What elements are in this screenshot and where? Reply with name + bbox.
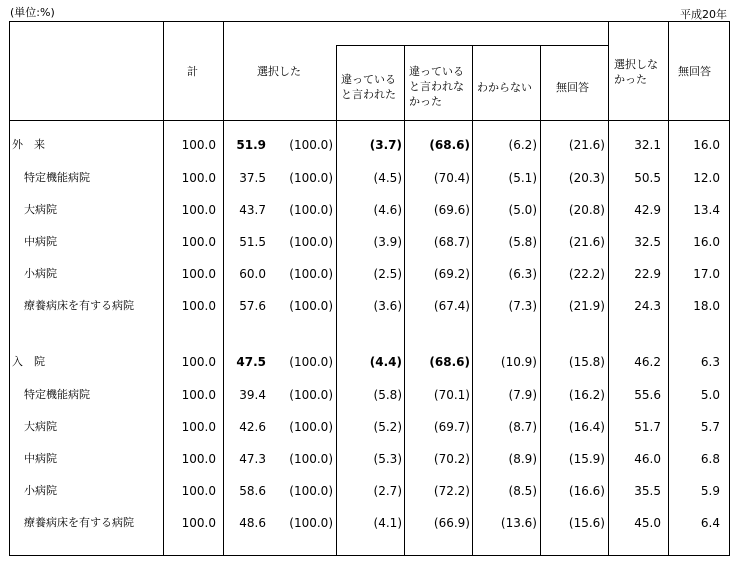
cell-dont-know: (5.0): [508, 203, 537, 217]
cell-not-selected: 51.7: [634, 420, 661, 434]
cell-told-different: (4.6): [373, 203, 402, 217]
header-dont-know: わからない: [477, 81, 532, 94]
cell-selected: 51.9: [236, 138, 266, 152]
row-label: 入 院: [12, 355, 45, 368]
row-label: 小病院: [24, 484, 57, 497]
cell-selected-base: (100.0): [289, 171, 333, 185]
header-line: 違っている: [341, 73, 396, 86]
row-label: 療養病床を有する病院: [24, 299, 134, 312]
cell-no-answer: 16.0: [693, 138, 720, 152]
cell-dont-know: (6.3): [508, 267, 537, 281]
cell-not-told: (69.6): [433, 203, 470, 217]
year-label: 平成20年: [680, 8, 727, 21]
row-label: 療養病床を有する病院: [24, 516, 134, 529]
cell-total: 100.0: [181, 171, 216, 185]
cell-not-told: (72.2): [433, 484, 470, 498]
cell-told-different: (5.8): [373, 388, 402, 402]
cell-no-answer: 16.0: [693, 235, 720, 249]
cell-total: 100.0: [181, 516, 216, 530]
header-line: と言われな: [409, 80, 464, 93]
cell-not-selected: 45.0: [634, 516, 661, 530]
header-not-selected: [614, 57, 658, 87]
cell-not-selected: 50.5: [634, 171, 661, 185]
cell-no-answer-sub: (21.9): [568, 299, 605, 313]
cell-dont-know: (5.1): [508, 171, 537, 185]
cell-dont-know: (8.5): [508, 484, 537, 498]
cell-not-selected: 42.9: [634, 203, 661, 217]
header-line: かった: [409, 95, 442, 108]
cell-no-answer-sub: (15.6): [568, 516, 605, 530]
cell-selected: 43.7: [239, 203, 266, 217]
cell-selected-base: (100.0): [289, 235, 333, 249]
row-label: 中病院: [24, 452, 57, 465]
cell-selected: 60.0: [239, 267, 266, 281]
cell-selected: 51.5: [239, 235, 266, 249]
cell-total: 100.0: [181, 299, 216, 313]
row-label: 外 来: [12, 138, 45, 151]
cell-not-selected: 46.2: [634, 355, 661, 369]
header-total: 計: [187, 65, 198, 78]
cell-selected-base: (100.0): [289, 452, 333, 466]
cell-total: 100.0: [181, 388, 216, 402]
cell-dont-know: (13.6): [500, 516, 537, 530]
unit-label: (単位:%): [10, 6, 55, 19]
cell-no-answer: 5.7: [700, 420, 720, 434]
cell-selected-base: (100.0): [289, 484, 333, 498]
cell-not-told: (68.7): [433, 235, 470, 249]
cell-selected-base: (100.0): [289, 138, 333, 152]
cell-not-selected: 32.5: [634, 235, 661, 249]
cell-no-answer-sub: (21.6): [568, 235, 605, 249]
cell-no-answer-sub: (15.9): [568, 452, 605, 466]
header-selected: 選択した: [257, 65, 301, 78]
cell-total: 100.0: [181, 452, 216, 466]
cell-not-selected: 22.9: [634, 267, 661, 281]
col-divider: [668, 21, 669, 556]
cell-not-selected: 55.6: [634, 388, 661, 402]
cell-total: 100.0: [181, 420, 216, 434]
cell-no-answer-sub: (20.8): [568, 203, 605, 217]
cell-no-answer: 6.4: [700, 516, 720, 530]
cell-no-answer: 17.0: [693, 267, 720, 281]
cell-selected: 57.6: [239, 299, 266, 313]
header-line: 選択しな: [614, 58, 658, 71]
cell-selected-base: (100.0): [289, 420, 333, 434]
cell-not-selected: 46.0: [634, 452, 661, 466]
cell-not-selected: 35.5: [634, 484, 661, 498]
header-no-answer-sub: 無回答: [556, 81, 589, 94]
cell-selected: 58.6: [239, 484, 266, 498]
cell-not-selected: 32.1: [634, 138, 661, 152]
cell-selected: 48.6: [239, 516, 266, 530]
cell-dont-know: (8.7): [508, 420, 537, 434]
cell-dont-know: (10.9): [500, 355, 537, 369]
cell-selected: 42.6: [239, 420, 266, 434]
cell-selected: 39.4: [239, 388, 266, 402]
cell-told-different: (4.1): [373, 516, 402, 530]
row-label: 中病院: [24, 235, 57, 248]
cell-not-told: (67.4): [433, 299, 470, 313]
cell-selected-base: (100.0): [289, 388, 333, 402]
cell-told-different: (3.6): [373, 299, 402, 313]
cell-not-told: (69.2): [433, 267, 470, 281]
header-line: 違っている: [409, 65, 464, 78]
cell-selected: 37.5: [239, 171, 266, 185]
cell-not-told: (69.7): [433, 420, 470, 434]
cell-total: 100.0: [181, 484, 216, 498]
cell-selected-base: (100.0): [289, 203, 333, 217]
row-label: 小病院: [24, 267, 57, 280]
cell-dont-know: (7.9): [508, 388, 537, 402]
cell-no-answer: 5.9: [700, 484, 720, 498]
cell-not-told: (68.6): [429, 355, 470, 369]
cell-told-different: (3.7): [369, 138, 402, 152]
cell-no-answer-sub: (22.2): [568, 267, 605, 281]
cell-told-different: (4.4): [369, 355, 402, 369]
cell-dont-know: (5.8): [508, 235, 537, 249]
cell-no-answer: 5.0: [700, 388, 720, 402]
cell-selected-base: (100.0): [289, 355, 333, 369]
cell-told-different: (2.7): [373, 484, 402, 498]
header-not-told: [409, 64, 464, 109]
cell-no-answer-sub: (16.2): [568, 388, 605, 402]
row-label: 大病院: [24, 420, 57, 433]
col-divider: [223, 21, 224, 556]
cell-not-told: (68.6): [429, 138, 470, 152]
cell-dont-know: (6.2): [508, 138, 537, 152]
cell-total: 100.0: [181, 138, 216, 152]
cell-total: 100.0: [181, 235, 216, 249]
cell-total: 100.0: [181, 267, 216, 281]
cell-no-answer-sub: (15.8): [568, 355, 605, 369]
cell-told-different: (3.9): [373, 235, 402, 249]
subheader-divider: [336, 45, 608, 46]
cell-not-told: (70.4): [433, 171, 470, 185]
cell-no-answer: 12.0: [693, 171, 720, 185]
header-bottom-line: [9, 120, 730, 121]
cell-no-answer-sub: (21.6): [568, 138, 605, 152]
cell-selected-base: (100.0): [289, 516, 333, 530]
cell-dont-know: (7.3): [508, 299, 537, 313]
cell-dont-know: (8.9): [508, 452, 537, 466]
cell-selected: 47.3: [239, 452, 266, 466]
cell-told-different: (4.5): [373, 171, 402, 185]
cell-no-answer: 6.8: [700, 452, 720, 466]
row-label: 特定機能病院: [24, 171, 90, 184]
header-line: と言われた: [341, 88, 396, 101]
cell-no-answer-sub: (16.6): [568, 484, 605, 498]
cell-no-answer-sub: (16.4): [568, 420, 605, 434]
col-divider: [608, 21, 609, 556]
header-told-different: [341, 72, 396, 102]
cell-told-different: (5.3): [373, 452, 402, 466]
cell-not-told: (66.9): [433, 516, 470, 530]
cell-told-different: (5.2): [373, 420, 402, 434]
cell-not-selected: 24.3: [634, 299, 661, 313]
col-divider: [163, 21, 164, 556]
cell-told-different: (2.5): [373, 267, 402, 281]
cell-not-told: (70.2): [433, 452, 470, 466]
cell-no-answer: 6.3: [700, 355, 720, 369]
cell-no-answer: 18.0: [693, 299, 720, 313]
cell-selected: 47.5: [236, 355, 266, 369]
row-label: 特定機能病院: [24, 388, 90, 401]
cell-selected-base: (100.0): [289, 299, 333, 313]
cell-total: 100.0: [181, 203, 216, 217]
cell-total: 100.0: [181, 355, 216, 369]
cell-not-told: (70.1): [433, 388, 470, 402]
header-line: かった: [614, 73, 647, 86]
cell-no-answer: 13.4: [693, 203, 720, 217]
cell-no-answer-sub: (20.3): [568, 171, 605, 185]
row-label: 大病院: [24, 203, 57, 216]
cell-selected-base: (100.0): [289, 267, 333, 281]
header-no-answer: 無回答: [678, 65, 711, 78]
